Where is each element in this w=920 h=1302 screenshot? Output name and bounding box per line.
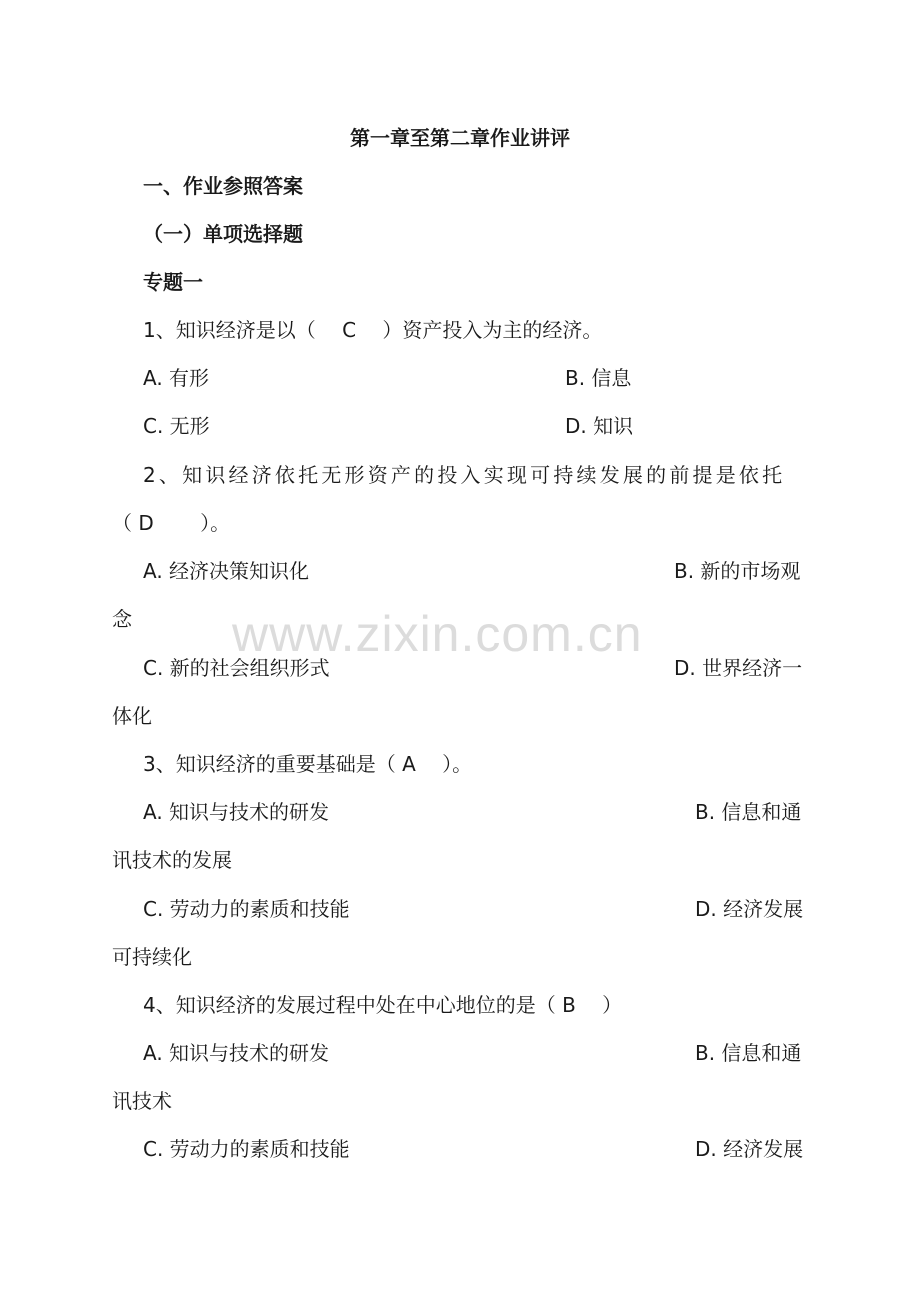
question-1-option-d: D. 知识 [565,414,634,438]
question-4-option-b: B. 信息和通 [695,1041,802,1065]
page-title: 第一章至第二章作业讲评 [350,126,570,150]
question-2-option-b-continued: 念 [112,607,132,631]
question-4-option-a: A. 知识与技术的研发 [143,1041,330,1065]
question-1-stem: 1、知识经济是以（ C ）资产投入为主的经济。 [143,318,603,342]
question-1-option-a: A. 有形 [143,366,210,390]
section-heading: 一、作业参照答案 [143,174,303,198]
question-2-option-d-continued: 体化 [112,704,152,728]
subsection-heading: （一）单项选择题 [143,222,303,246]
question-1-option-c: C. 无形 [143,414,210,438]
question-3-stem: 3、知识经济的重要基础是（ A ）。 [143,752,473,776]
question-4-stem: 4、知识经济的发展过程中处在中心地位的是（ B ） [143,993,623,1017]
question-4-option-c: C. 劳动力的素质和技能 [143,1137,350,1161]
question-2-option-d: D. 世界经济一 [674,656,803,680]
question-2-stem: 2、知识经济依托无形资产的投入实现可持续发展的前提是依托 [143,463,786,487]
question-1-option-b: B. 信息 [565,366,632,390]
watermark: www.zixin.com.cn [232,606,643,662]
question-3-option-a: A. 知识与技术的研发 [143,800,330,824]
question-3-option-b: B. 信息和通 [695,800,802,824]
question-2-stem-continued: （ D ）。 [112,511,231,535]
question-2-option-c: C. 新的社会组织形式 [143,656,330,680]
question-4-option-b-continued: 讯技术 [112,1089,172,1113]
question-2-option-a: A. 经济决策知识化 [143,559,310,583]
question-3-option-d-continued: 可持续化 [112,945,192,969]
question-2-option-b: B. 新的市场观 [674,559,801,583]
question-4-option-d: D. 经济发展 [695,1137,804,1161]
question-3-option-d: D. 经济发展 [695,897,804,921]
question-3-option-b-continued: 讯技术的发展 [112,848,232,872]
question-3-option-c: C. 劳动力的素质和技能 [143,897,350,921]
topic-heading: 专题一 [143,270,203,294]
